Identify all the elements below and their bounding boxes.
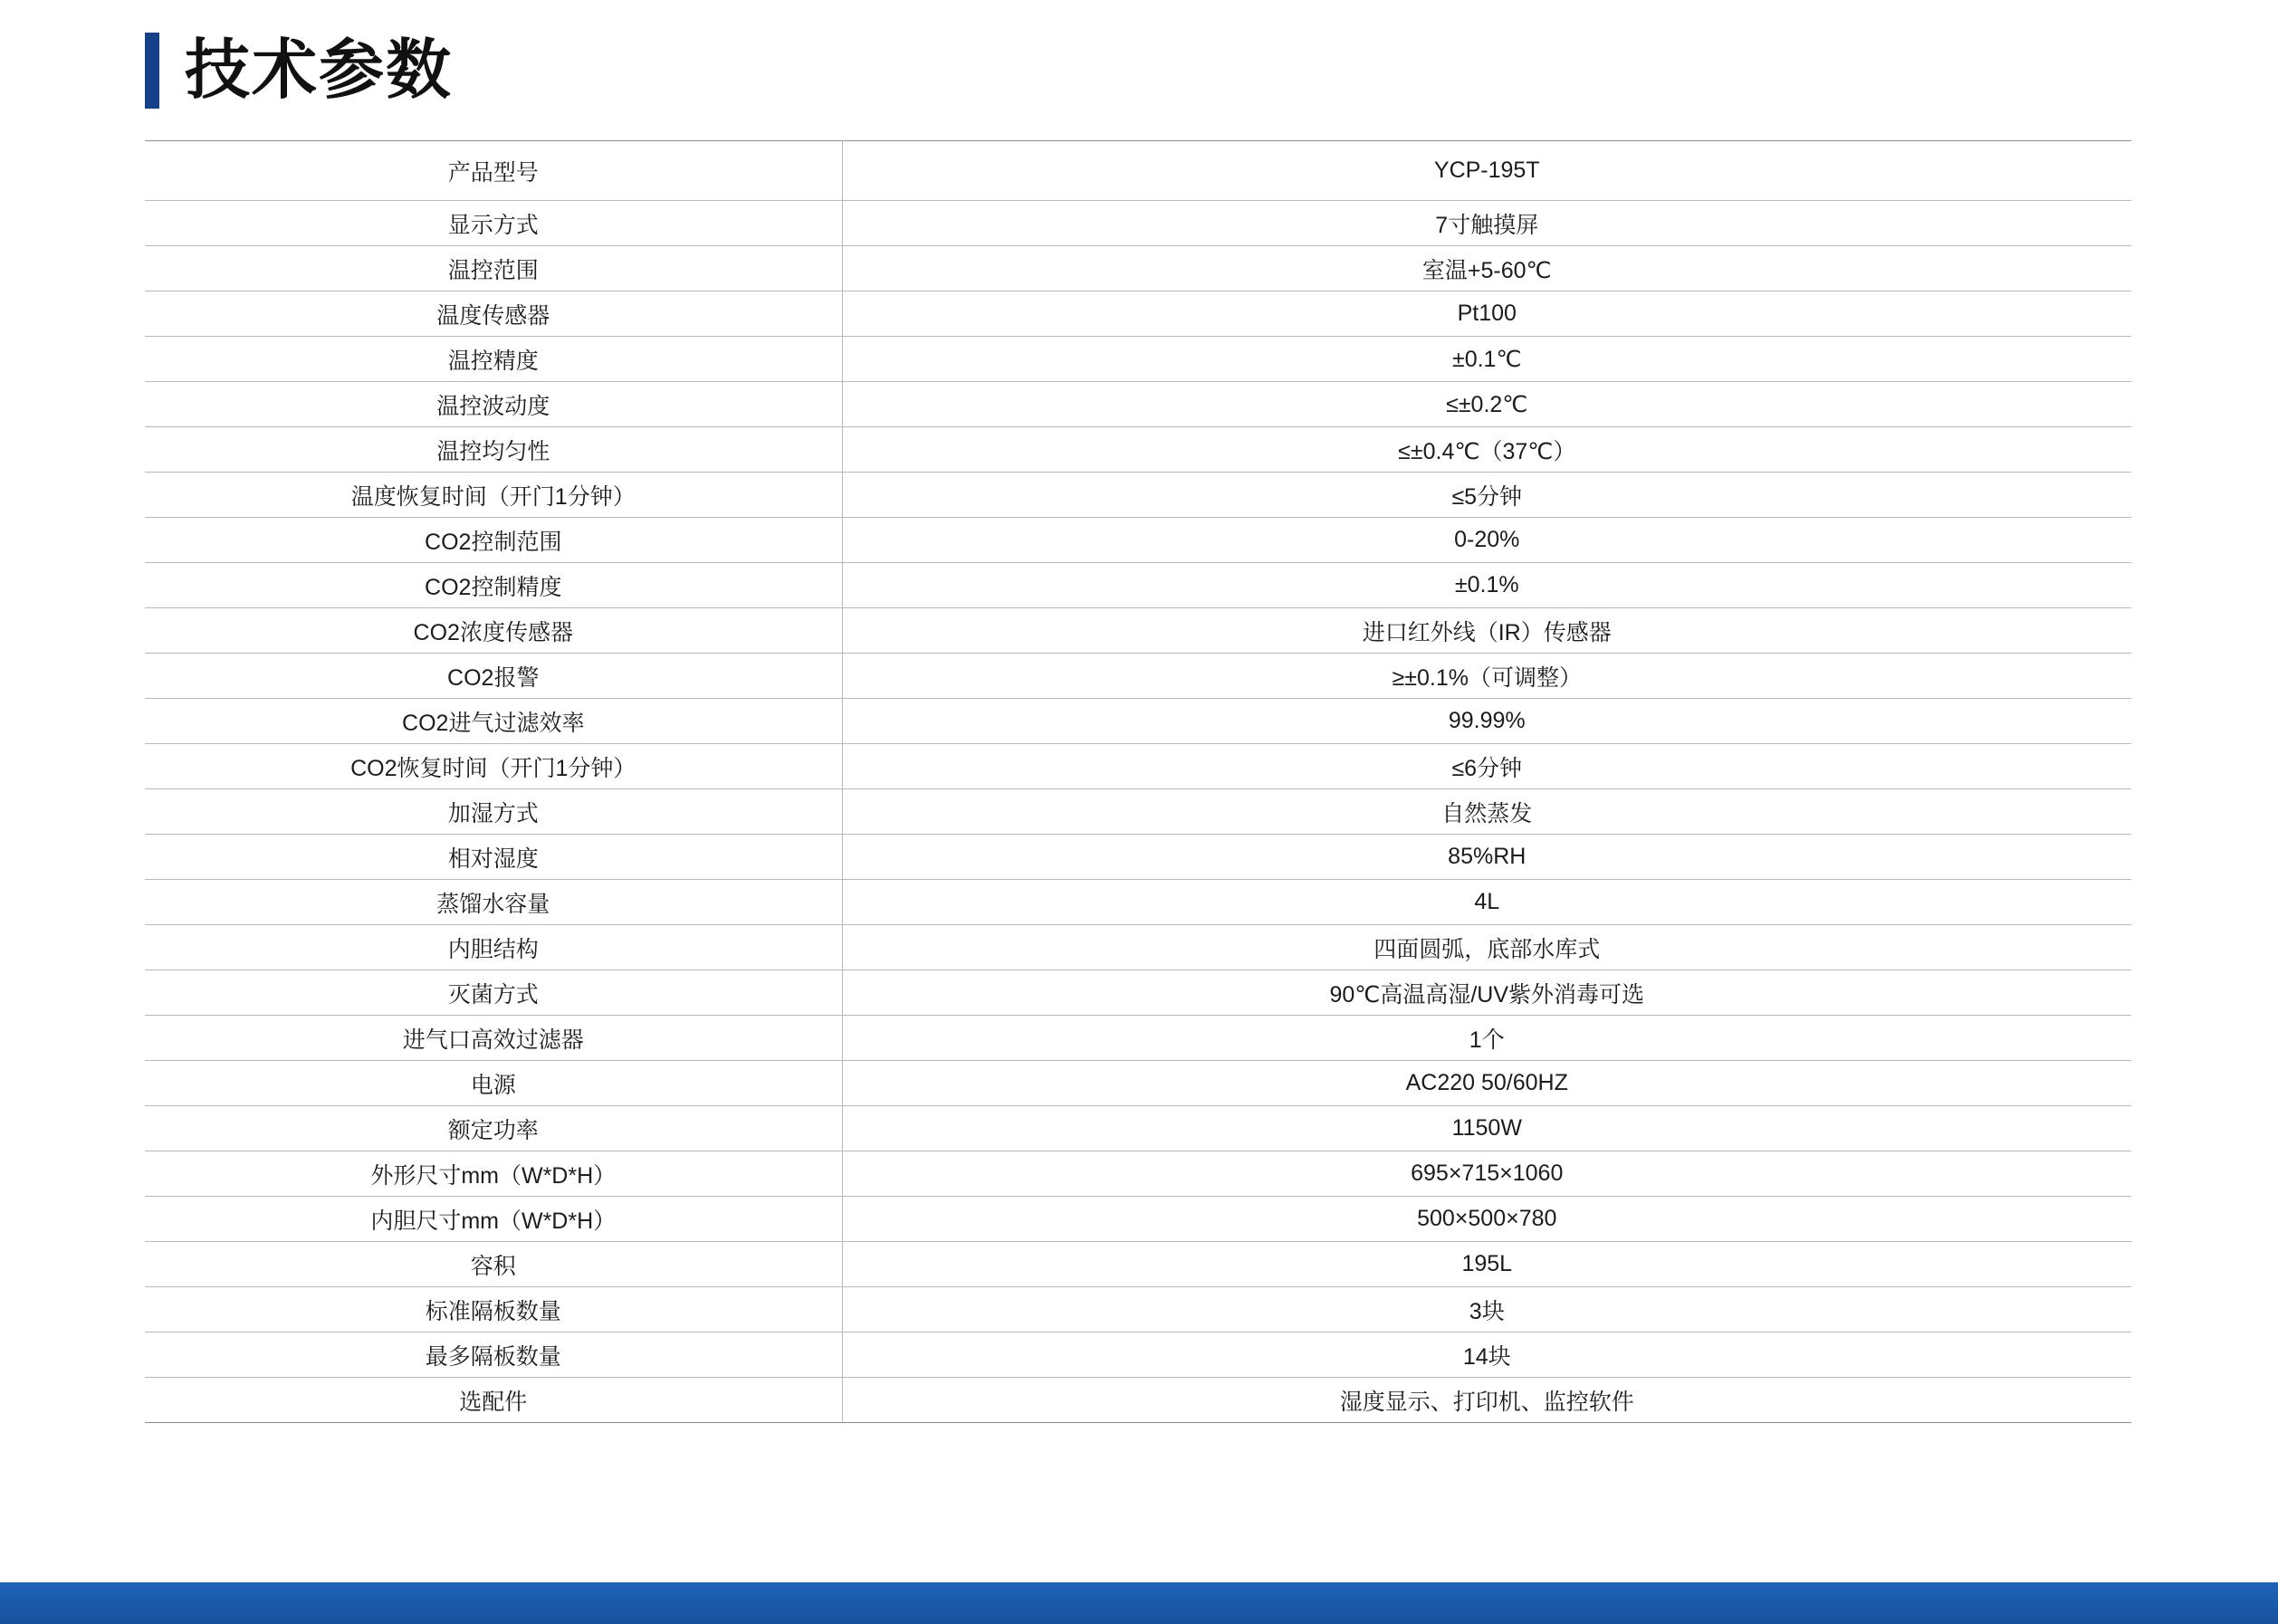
spec-value: AC220 50/60HZ (842, 1061, 2131, 1106)
spec-value: 695×715×1060 (842, 1151, 2131, 1197)
table-row (145, 201, 2131, 246)
spec-value: 进口红外线（IR）传感器 (842, 608, 2131, 654)
table-row (145, 1333, 2131, 1378)
spec-label: 温度恢复时间（开门1分钟） (145, 473, 842, 518)
spec-value: 四面圆弧，底部水库式 (842, 925, 2131, 970)
spec-label: 相对湿度 (145, 835, 842, 880)
table-row (145, 1378, 2131, 1423)
title-accent-bar (145, 33, 159, 109)
spec-label: CO2浓度传感器 (145, 608, 842, 654)
table-row (145, 654, 2131, 699)
table-row (145, 925, 2131, 970)
table-row (145, 382, 2131, 427)
spec-value: ≤±0.4℃（37℃） (842, 427, 2131, 473)
footer-stripe (0, 1582, 2278, 1624)
table-row (145, 563, 2131, 608)
spec-label: 显示方式 (145, 201, 842, 246)
page-title-block (145, 27, 453, 114)
spec-value: 99.99% (842, 699, 2131, 744)
spec-label: 温控波动度 (145, 382, 842, 427)
table-row (145, 518, 2131, 563)
spec-label: 温控精度 (145, 337, 842, 382)
spec-value: ±0.1% (842, 563, 2131, 608)
table-row (145, 337, 2131, 382)
spec-label: CO2恢复时间（开门1分钟） (145, 744, 842, 789)
spec-value: 195L (842, 1242, 2131, 1287)
table-row (145, 1242, 2131, 1287)
page-title: 技术参数 (185, 34, 454, 107)
table-row (145, 1106, 2131, 1151)
spec-value: 室温+5-60℃ (842, 246, 2131, 291)
spec-value: 3块 (842, 1287, 2131, 1333)
spec-value: 14块 (842, 1333, 2131, 1378)
spec-value: 85%RH (842, 835, 2131, 880)
spec-label: 温控均匀性 (145, 427, 842, 473)
table-row (145, 141, 2131, 201)
table-row (145, 1287, 2131, 1333)
table-row (145, 880, 2131, 925)
table-row (145, 835, 2131, 880)
spec-label: CO2报警 (145, 654, 842, 699)
spec-label: 蒸馏水容量 (145, 880, 842, 925)
spec-value: ≤6分钟 (842, 744, 2131, 789)
spec-label: 内胆尺寸mm（W*D*H） (145, 1197, 842, 1242)
spec-label: CO2控制精度 (145, 563, 842, 608)
table-row (145, 1016, 2131, 1061)
spec-value: Pt100 (842, 291, 2131, 337)
specifications-table (145, 140, 2131, 1423)
spec-value: 90℃高温高湿/UV紫外消毒可选 (842, 970, 2131, 1016)
table-row (145, 744, 2131, 789)
spec-value: ≤±0.2℃ (842, 382, 2131, 427)
spec-value: YCP-195T (842, 141, 2131, 201)
spec-label: 温度传感器 (145, 291, 842, 337)
spec-label: 灭菌方式 (145, 970, 842, 1016)
table-row (145, 789, 2131, 835)
spec-label: 内胆结构 (145, 925, 842, 970)
table-row (145, 427, 2131, 473)
spec-label: 产品型号 (145, 141, 842, 201)
spec-label: 加湿方式 (145, 789, 842, 835)
spec-value: 1150W (842, 1106, 2131, 1151)
table-row (145, 291, 2131, 337)
spec-value: 1个 (842, 1016, 2131, 1061)
spec-label: 选配件 (145, 1378, 842, 1423)
table-row (145, 970, 2131, 1016)
spec-label: 额定功率 (145, 1106, 842, 1151)
spec-value: 7寸触摸屏 (842, 201, 2131, 246)
spec-value: 湿度显示、打印机、监控软件 (842, 1378, 2131, 1423)
table-row (145, 246, 2131, 291)
spec-value: ≤5分钟 (842, 473, 2131, 518)
table-row (145, 1197, 2131, 1242)
table-row (145, 608, 2131, 654)
spec-label: CO2进气过滤效率 (145, 699, 842, 744)
spec-value: 0-20% (842, 518, 2131, 563)
specifications-table-body (145, 141, 2131, 1423)
spec-value: 4L (842, 880, 2131, 925)
table-row (145, 473, 2131, 518)
table-row (145, 699, 2131, 744)
table-row (145, 1151, 2131, 1197)
spec-label: 电源 (145, 1061, 842, 1106)
spec-label: 外形尺寸mm（W*D*H） (145, 1151, 842, 1197)
spec-value: ±0.1℃ (842, 337, 2131, 382)
spec-label: CO2控制范围 (145, 518, 842, 563)
spec-label: 温控范围 (145, 246, 842, 291)
spec-label: 容积 (145, 1242, 842, 1287)
footer-bar (0, 1582, 2278, 1624)
spec-label: 最多隔板数量 (145, 1333, 842, 1378)
spec-value: 500×500×780 (842, 1197, 2131, 1242)
spec-label: 进气口高效过滤器 (145, 1016, 842, 1061)
spec-value: 自然蒸发 (842, 789, 2131, 835)
table-row (145, 1061, 2131, 1106)
spec-label: 标准隔板数量 (145, 1287, 842, 1333)
spec-value: ≥±0.1%（可调整） (842, 654, 2131, 699)
